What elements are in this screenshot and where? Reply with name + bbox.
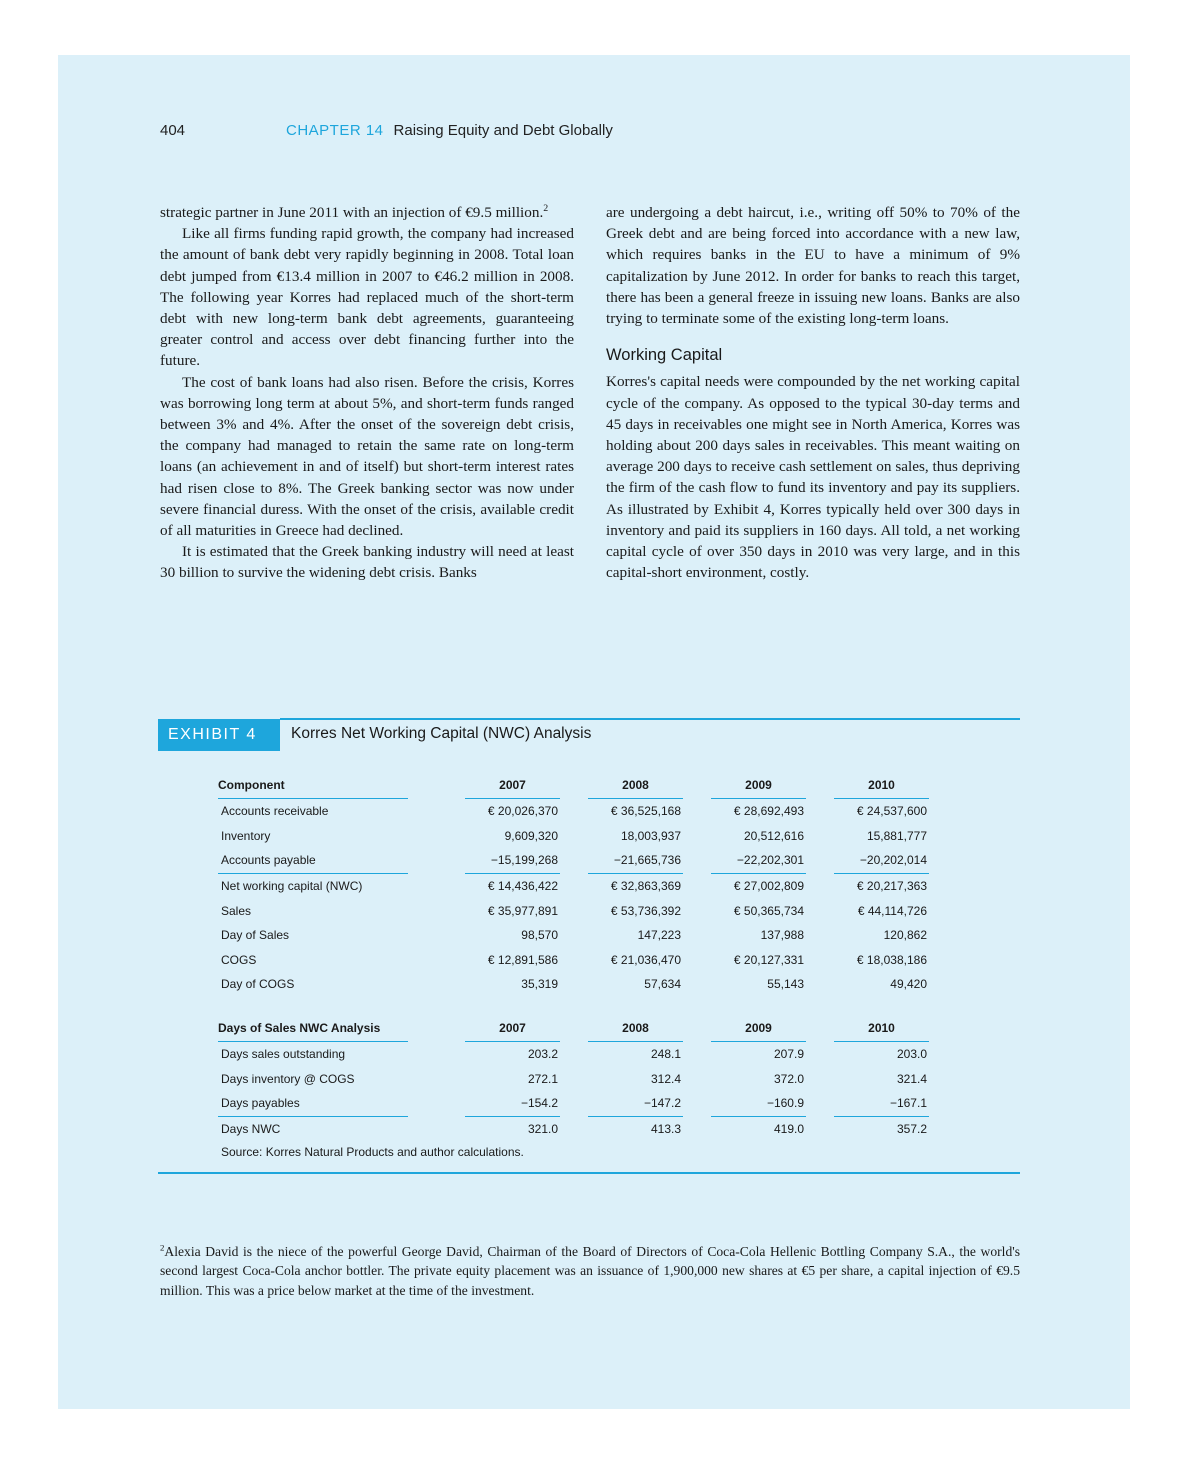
left-paragraph-3: The cost of bank loans had also risen. Before the crisis, Korres was borrowing long term at about 5%, and short-term funds ranged between 3% and 4%. After the onset of the sovereign debt crisis, the company had managed to retain the same rate on long-term loans (an achievement in and of itself) but short-term interest rates had risen close to 8%. The Greek banking sector was now under severe financial duress. With the onset of the crisis, available credit of all maturities in Greece had declined. <box>160 373 574 540</box>
table-cell <box>465 873 560 898</box>
cell-value: 137,988 <box>760 928 804 943</box>
exhibit-top-rule <box>280 718 1020 720</box>
footnote <box>160 1242 1020 1300</box>
row-label: Accounts receivable <box>221 804 329 819</box>
table-cell <box>711 898 806 923</box>
table-cell <box>465 1091 560 1116</box>
table-row <box>218 799 929 824</box>
row-label: Inventory <box>221 828 271 843</box>
cell-value: 9,609,320 <box>504 828 558 843</box>
table-cell <box>588 824 683 849</box>
cell-value: 147,223 <box>637 928 681 943</box>
footnote-ref: 2 <box>543 202 549 214</box>
table-cell <box>588 1066 683 1091</box>
cell-value: 57,634 <box>644 977 681 992</box>
left-paragraph-1 <box>160 202 574 223</box>
cell-value: 321.4 <box>896 1071 927 1086</box>
table-cell <box>588 948 683 973</box>
table-cell <box>834 824 929 849</box>
nwc-table <box>218 772 929 1141</box>
cell-value: −160.9 <box>766 1096 804 1111</box>
table-cell <box>588 923 683 948</box>
table-cell <box>834 848 929 873</box>
table-cell <box>588 1041 683 1066</box>
left-paragraph-4: It is estimated that the Greek banking industry will need at least 30 billion to survive the widening debt crisis. Banks <box>160 543 574 582</box>
table-cell <box>588 898 683 923</box>
cell-value: 20,512,616 <box>743 828 804 843</box>
table-cell <box>711 848 806 873</box>
table-cell <box>711 799 806 824</box>
exhibit-tag: EXHIBIT 4 <box>158 719 280 751</box>
cell-value: € 24,537,600 <box>856 804 927 819</box>
table1-header-row <box>218 772 929 799</box>
cell-value: −15,199,268 <box>490 853 558 868</box>
table-cell <box>465 972 560 997</box>
table-cell <box>465 824 560 849</box>
chapter-title: Raising Equity and Debt Globally <box>393 122 613 139</box>
table-row <box>218 898 929 923</box>
table1-header-1: 2007 <box>465 772 560 799</box>
table-cell <box>465 799 560 824</box>
cell-value: € 27,002,809 <box>733 879 804 894</box>
table-cell <box>465 923 560 948</box>
exhibit-bottom-rule <box>158 1172 1020 1174</box>
table-cell <box>465 1116 560 1141</box>
table-cell <box>465 1066 560 1091</box>
table-cell <box>834 898 929 923</box>
page-header <box>160 122 1020 142</box>
table-cell <box>834 873 929 898</box>
table-cell <box>465 848 560 873</box>
cell-value: 35,319 <box>521 977 558 992</box>
cell-value: € 28,692,493 <box>733 804 804 819</box>
table2-header-0: Days of Sales NWC Analysis <box>218 1015 408 1042</box>
row-label: Days sales outstanding <box>221 1047 346 1062</box>
table-cell <box>834 948 929 973</box>
table-cell <box>465 898 560 923</box>
cell-value: −22,202,301 <box>736 853 804 868</box>
table-cell <box>834 1116 929 1141</box>
row-label: COGS <box>221 952 257 967</box>
table-cell <box>588 1116 683 1141</box>
cell-value: 203.0 <box>896 1047 927 1062</box>
footnote-text: Alexia David is the niece of the powerful George David, Chairman of the Board of Directors of Coca-Cola Hellenic Bottling Company S.A., the world's second largest Coca-Cola anchor bottler. The private equity placement was an issuance of 1,900,000 new shares at €5 per share, a capital injection of €9.5 million. This was a price below market at the time of the investment. <box>160 1244 1020 1298</box>
table-row <box>218 948 929 973</box>
table-row <box>218 1041 929 1066</box>
table-cell <box>834 1041 929 1066</box>
table2-header-3: 2009 <box>711 1015 806 1042</box>
cell-value: € 20,127,331 <box>733 952 804 967</box>
cell-value: € 44,114,726 <box>857 903 927 918</box>
cell-value: 272.1 <box>527 1071 558 1086</box>
left-paragraph-1-text: strategic partner in June 2011 with an injection of €9.5 million. <box>160 204 544 221</box>
table-cell <box>711 824 806 849</box>
cell-value: € 12,891,586 <box>487 952 558 967</box>
footnote-marker: 2 <box>160 1242 165 1253</box>
table-cell <box>588 1091 683 1116</box>
cell-value: 203.2 <box>527 1047 558 1062</box>
table1-header-2: 2008 <box>588 772 683 799</box>
row-label: Day of Sales <box>221 928 290 943</box>
cell-value: −147.2 <box>643 1096 681 1111</box>
row-label: Days NWC <box>221 1121 281 1136</box>
cell-value: 98,570 <box>521 928 558 943</box>
table-row <box>218 972 929 997</box>
cell-value: −167.1 <box>889 1096 927 1111</box>
table-cell <box>711 1066 806 1091</box>
table-cell <box>711 873 806 898</box>
cell-value: 248.1 <box>650 1047 681 1062</box>
cell-value: 357.2 <box>896 1121 927 1136</box>
table-cell <box>711 972 806 997</box>
table-cell <box>711 1091 806 1116</box>
table-cell <box>588 972 683 997</box>
cell-value: € 14,436,422 <box>487 879 558 894</box>
table-row <box>218 923 929 948</box>
table-cell <box>711 923 806 948</box>
table-cell <box>588 799 683 824</box>
table-cell <box>465 1041 560 1066</box>
cell-value: € 36,525,168 <box>610 804 681 819</box>
cell-value: € 21,036,470 <box>610 952 681 967</box>
table-row <box>218 1066 929 1091</box>
page-number: 404 <box>160 122 186 139</box>
table-cell <box>834 972 929 997</box>
cell-value: € 35,977,891 <box>487 903 558 918</box>
table-cell <box>834 1091 929 1116</box>
cell-value: 207.9 <box>773 1047 804 1062</box>
table-row <box>218 873 929 898</box>
cell-value: 312.4 <box>650 1071 681 1086</box>
table2-header-2: 2008 <box>588 1015 683 1042</box>
cell-value: 15,881,777 <box>866 828 927 843</box>
cell-value: € 32,863,369 <box>610 879 681 894</box>
cell-value: 55,143 <box>767 977 804 992</box>
row-label: Days payables <box>218 1091 408 1116</box>
table-cell <box>834 799 929 824</box>
table1-header-3: 2009 <box>711 772 806 799</box>
cell-value: € 20,217,363 <box>856 879 927 894</box>
table-cell <box>465 948 560 973</box>
table1-header-4: 2010 <box>834 772 929 799</box>
table2-header-1: 2007 <box>465 1015 560 1042</box>
table-cell <box>711 1041 806 1066</box>
exhibit-title: Korres Net Working Capital (NWC) Analysis <box>291 725 592 742</box>
left-paragraph-2: Like all firms funding rapid growth, the company had increased the amount of bank debt very rapidly beginning in 2008. Total loan debt jumped from €13.4 million in 2007 to €46.2 million in 2008. The following year Korres had replaced much of the short-term debt with new long-term bank debt agreements, guaranteeing greater control and access over debt financing further into the future. <box>160 225 574 370</box>
table-cell <box>588 848 683 873</box>
table1-header-0: Component <box>218 772 408 799</box>
table-cell <box>834 923 929 948</box>
exhibit-source: Source: Korres Natural Products and author calculations. <box>221 1145 524 1159</box>
table-cell <box>834 1066 929 1091</box>
table-row <box>218 848 929 873</box>
cell-value: 49,420 <box>890 977 927 992</box>
right-column <box>606 202 1020 583</box>
table-row <box>218 1091 929 1116</box>
table-cell <box>711 948 806 973</box>
table-cell <box>711 1116 806 1141</box>
left-column <box>160 202 574 584</box>
right-paragraph-1: are undergoing a debt haircut, i.e., writing off 50% to 70% of the Greek debt and are being forced into accordance with a new law, which requires banks in the EU to have a minimum of 9% capitalization by June 2012. In order for banks to reach this target, there has been a general freeze in issuing new loans. Banks are also trying to terminate some of the existing long-term loans. <box>606 204 1020 328</box>
cell-value: 120,862 <box>883 928 927 943</box>
cell-value: € 18,038,186 <box>856 952 927 967</box>
row-label: Net working capital (NWC) <box>221 879 363 894</box>
cell-value: −20,202,014 <box>859 853 927 868</box>
table-row <box>218 1116 929 1141</box>
cell-value: −154.2 <box>520 1096 558 1111</box>
row-label: Day of COGS <box>221 977 295 992</box>
cell-value: € 53,736,392 <box>610 903 681 918</box>
cell-value: € 20,026,370 <box>487 804 558 819</box>
row-label: Sales <box>221 903 252 918</box>
cell-value: 419.0 <box>773 1121 804 1136</box>
table2-header-row <box>218 1015 929 1042</box>
row-label: Accounts payable <box>218 848 408 873</box>
section-heading: Working Capital <box>606 346 723 365</box>
cell-value: 413.3 <box>650 1121 681 1136</box>
cell-value: 321.0 <box>527 1121 558 1136</box>
running-head <box>286 122 613 139</box>
table-cell <box>588 873 683 898</box>
cell-value: 18,003,937 <box>620 828 681 843</box>
row-label: Days inventory @ COGS <box>221 1071 355 1086</box>
table-row <box>218 824 929 849</box>
chapter-label: CHAPTER 14 <box>286 122 384 139</box>
cell-value: € 50,365,734 <box>733 903 804 918</box>
cell-value: 372.0 <box>773 1071 804 1086</box>
table2-header-4: 2010 <box>834 1015 929 1042</box>
cell-value: −21,665,736 <box>613 853 681 868</box>
right-paragraph-2: Korres's capital needs were compounded by the net working capital cycle of the company. As opposed to the typical 30-day terms and 45 days in receivables one might see in North America, Korres was holding about 200 days sales in receivables. This meant waiting on average 200 days to receive cash settlement on sales, thus depriving the firm of the cash flow to fund its inventory and pay its suppliers. As illustrated by Exhibit 4, Korres typically held over 300 days in inventory and paid its suppliers in 160 days. All told, a net working capital cycle of over 350 days in 2010 was very large, and in this capital-short environment, costly. <box>606 373 1020 582</box>
